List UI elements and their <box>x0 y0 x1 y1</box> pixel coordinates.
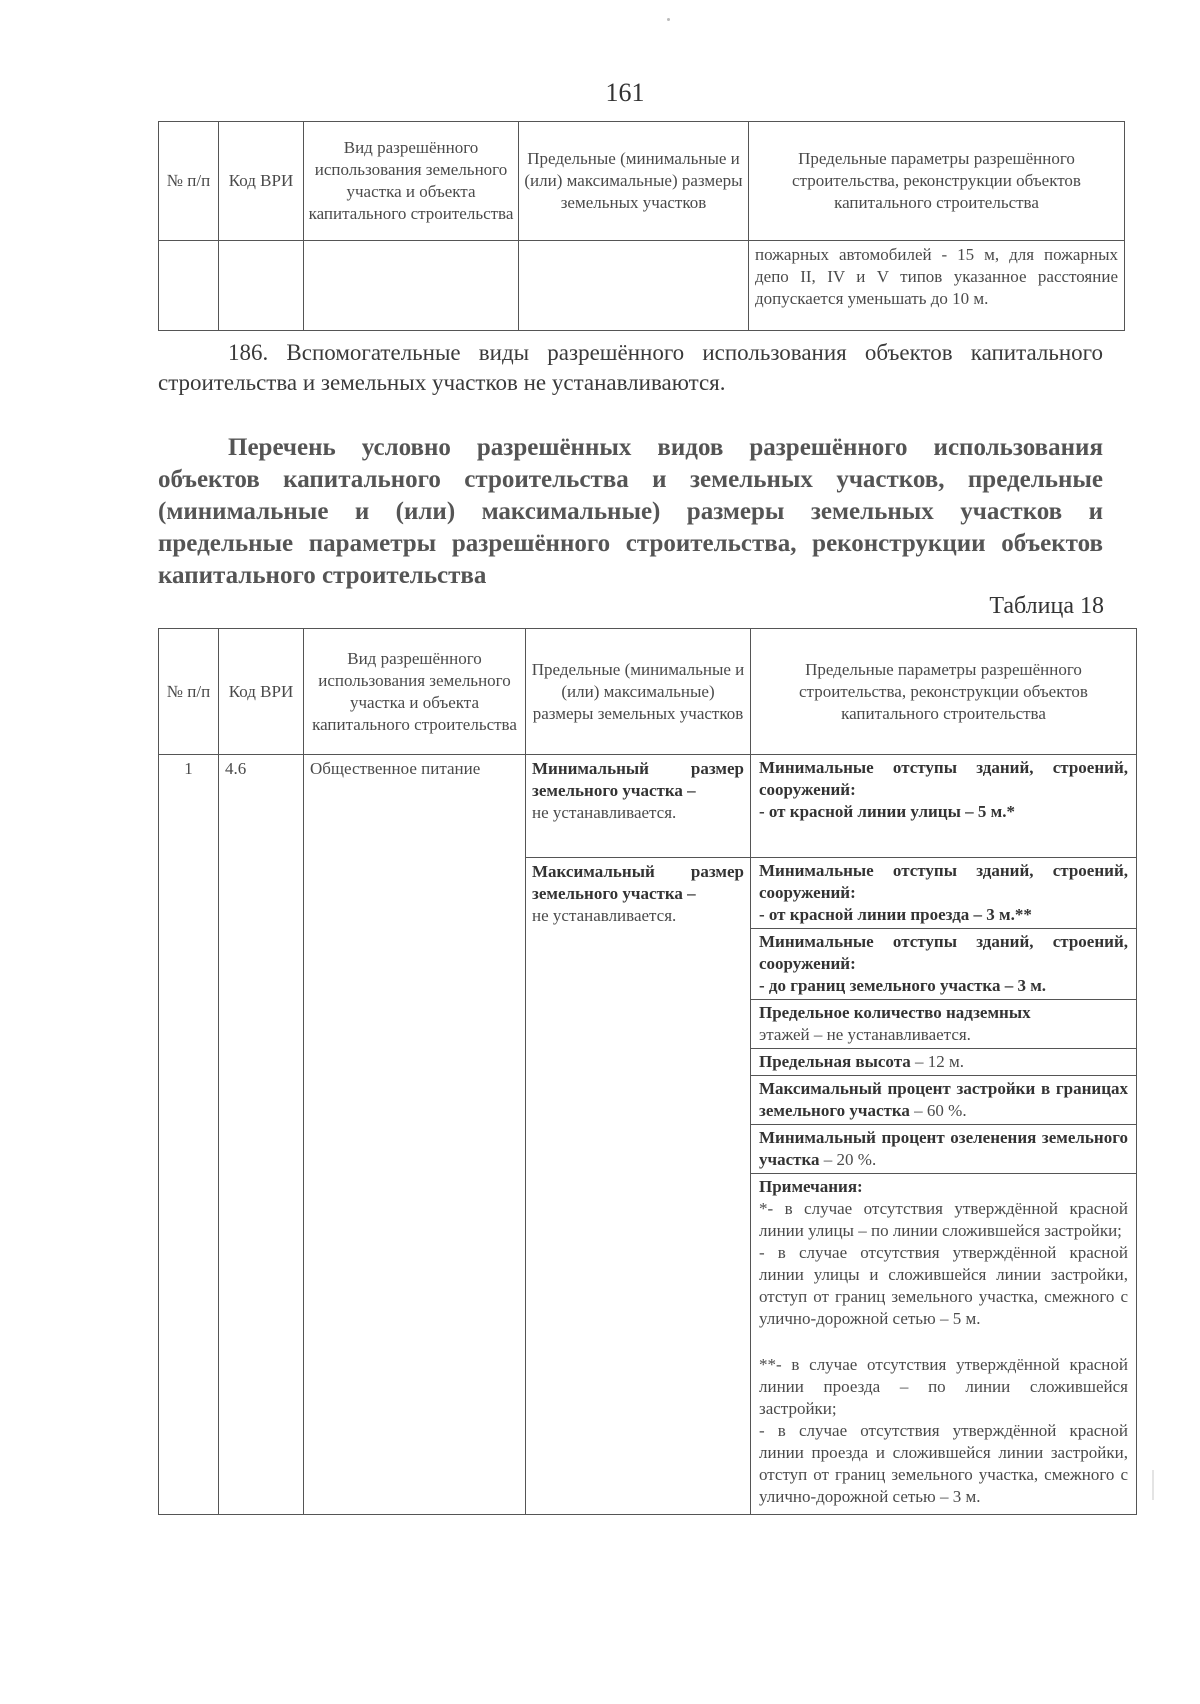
param-label: Минимальные отступы зданий, строений, сооружений: <box>759 758 1128 799</box>
cell-num: 1 <box>159 755 219 1515</box>
section-heading: Перечень условно разрешённых видов разрешённого использования объектов капитального строительства и земельных участков, предельные (минимальные и (или) максимальные) размеры земельных участков и предельные параметры разрешённого строительства, реконструкции объектов капитального строительства <box>158 434 1103 589</box>
param-block <box>751 1000 1136 1049</box>
param-value: этажей – не устанавливается. <box>759 1025 971 1044</box>
table-row <box>159 241 1125 331</box>
param-label: Минимальные отступы зданий, строений, сооружений: <box>759 861 1128 902</box>
table-caption: Таблица 18 <box>989 593 1104 619</box>
size-max-label: Максимальный размер земельного участка – <box>532 862 744 903</box>
cell-param-1 <box>751 755 1137 858</box>
param-block <box>751 1049 1136 1076</box>
page-number: 161 <box>605 78 645 107</box>
col-code-header: Код ВРИ <box>219 629 304 755</box>
param-label: Минимальный процент озеленения земельного участка <box>759 1128 1128 1169</box>
paragraph-186: 186. Вспомогательные виды разрешённого использования объектов капитального строительства и земельных участков не устанавливаются. <box>158 340 1103 395</box>
col-num-header: № п/п <box>159 629 219 755</box>
note-paragraph: *- в случае отсутствия утверждённой красной линии улицы – по линии сложившейся застройки; <box>759 1199 1128 1240</box>
cell-empty <box>519 241 749 331</box>
param-value: – 20 %. <box>823 1150 877 1169</box>
notes-block <box>751 1174 1136 1514</box>
note-paragraph: - в случае отсутствия утверждённой красной линии улицы и сложившейся линии застройки, отступ от границ земельного участка, смежного с улично-дорожной сетью – 5 м. <box>759 1243 1128 1328</box>
table-header-row <box>159 122 1125 241</box>
col-num-header: № п/п <box>159 122 219 241</box>
param-label: Предельная высота <box>759 1052 911 1071</box>
col-type-header: Вид разрешённого использования земельного участка и объекта капитального строительства <box>304 122 519 241</box>
table-header-row <box>159 629 1137 755</box>
cell-size-max <box>526 858 751 1515</box>
param-value: - от красной линии улицы – 5 м.* <box>759 802 1015 821</box>
size-max-value: не устанавливается. <box>532 906 677 925</box>
notes-title: Примечания: <box>759 1177 863 1196</box>
size-min-label: Минимальный размер земельного участка – <box>532 759 744 800</box>
scan-mark <box>1152 1470 1154 1500</box>
cell-code: 4.6 <box>219 755 304 1515</box>
col-sizes-header: Предельные (минимальные и (или) максимальные) размеры земельных участков <box>526 629 751 755</box>
cell-size-min <box>526 755 751 858</box>
param-label: Минимальные отступы зданий, строений, сооружений: <box>759 932 1128 973</box>
param-block <box>751 858 1136 929</box>
table-continuation <box>158 121 1125 331</box>
size-min-value: не устанавливается. <box>532 803 677 822</box>
param-block <box>751 929 1136 1000</box>
param-label: Предельное количество надземных <box>759 1003 1031 1022</box>
param-block <box>751 755 1136 825</box>
col-params-header: Предельные параметры разрешённого строительства, реконструкции объектов капитального строительства <box>749 122 1125 241</box>
cell-empty <box>219 241 304 331</box>
param-block <box>751 1125 1136 1174</box>
scan-speck <box>667 18 670 21</box>
col-type-header: Вид разрешённого использования земельного участка и объекта капитального строительства <box>304 629 526 755</box>
table-row <box>159 755 1137 858</box>
col-code-header: Код ВРИ <box>219 122 304 241</box>
cell-empty <box>159 241 219 331</box>
param-block <box>751 1076 1136 1125</box>
col-params-header: Предельные параметры разрешённого строительства, реконструкции объектов капитального строительства <box>751 629 1137 755</box>
note-spacer <box>759 1330 1128 1354</box>
cell-type: Общественное питание <box>304 755 526 1515</box>
cell-params-list <box>751 858 1137 1515</box>
param-value: – 60 %. <box>914 1101 967 1120</box>
param-label: Максимальный процент застройки в границах земельного участка <box>759 1079 1128 1120</box>
note-paragraph: - в случае отсутствия утверждённой красной линии проезда и сложившейся линии застройки, отступ от границ земельного участка, смежного с улично-дорожной сетью – 3 м. <box>759 1421 1128 1506</box>
param-value: – 12 м. <box>915 1052 965 1071</box>
cell-empty <box>304 241 519 331</box>
param-value: - до границ земельного участка – 3 м. <box>759 976 1047 995</box>
note-paragraph: **- в случае отсутствия утверждённой красной линии проезда – по линии сложившейся застройки; <box>759 1355 1128 1418</box>
param-value: - от красной линии проезда – 3 м.** <box>759 905 1032 924</box>
cell-params-continuation: пожарных автомобилей - 15 м, для пожарных депо II, IV и V типов указанное расстояние допускается уменьшать до 10 м. <box>749 241 1125 331</box>
col-sizes-header: Предельные (минимальные и (или) максимальные) размеры земельных участков <box>519 122 749 241</box>
table-18 <box>158 628 1137 1515</box>
